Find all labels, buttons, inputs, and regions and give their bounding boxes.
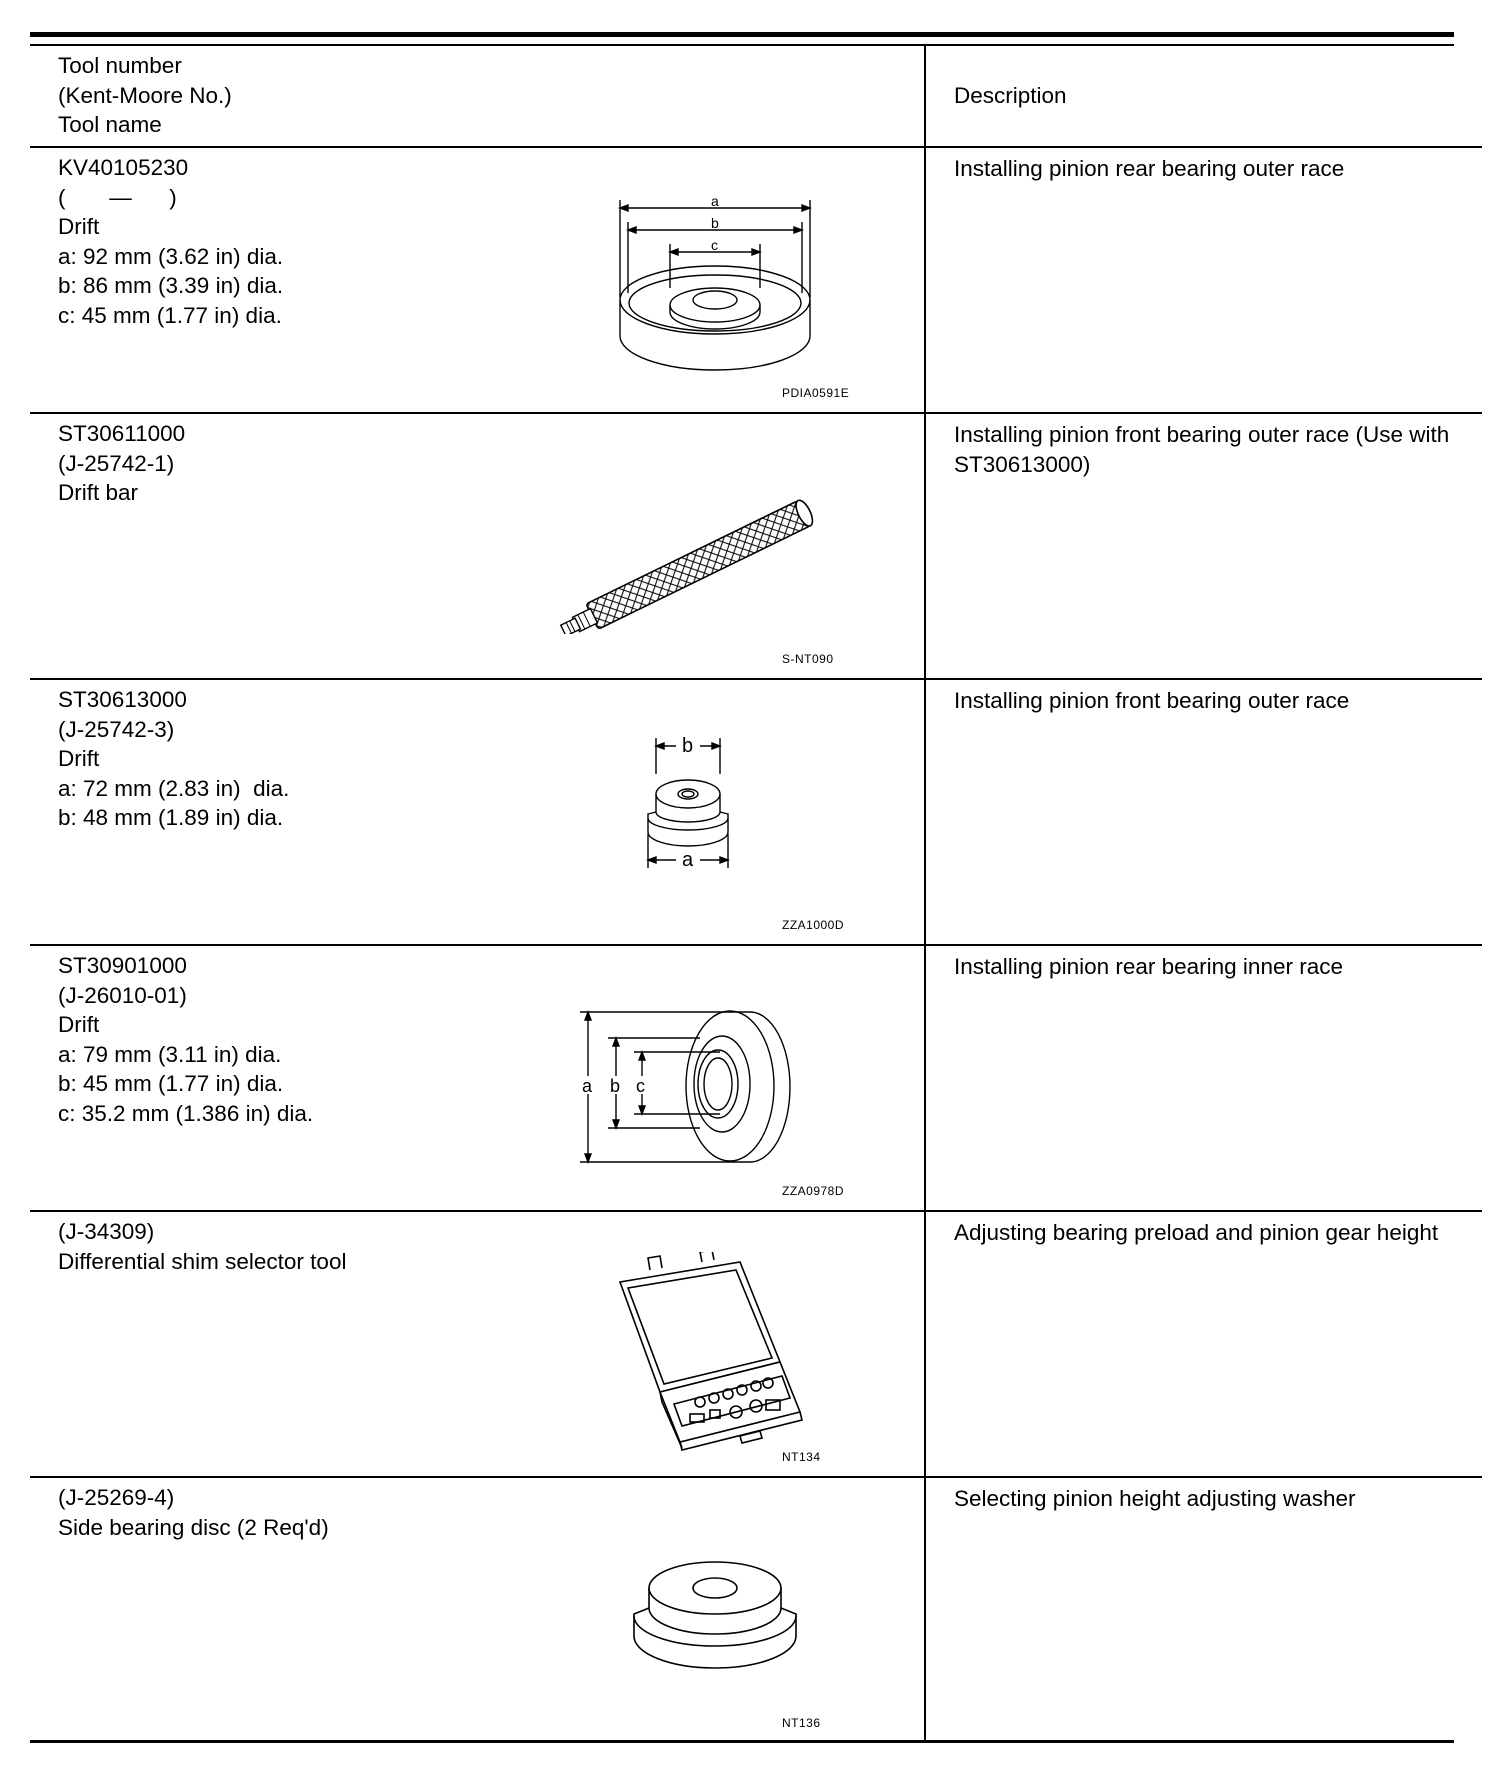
dimension-a: a: 72 mm (2.83 in) dia. xyxy=(58,775,290,801)
description: Installing pinion rear bearing inner race xyxy=(954,954,1343,979)
description: Installing pinion rear bearing outer race xyxy=(954,156,1345,181)
dimension-b: b: 48 mm (1.89 in) dia. xyxy=(58,805,284,830)
table-row xyxy=(30,1477,1482,1742)
kent-moore-number: ( — ) xyxy=(58,184,177,210)
label-b: b xyxy=(682,735,694,757)
tool-cell xyxy=(30,1477,925,1742)
kent-moore-number: (J-26010-01) xyxy=(58,982,187,1008)
table-row xyxy=(30,147,1482,413)
figure-code: S-NT090 xyxy=(782,652,834,666)
figure-code: PDIA0591E xyxy=(782,386,850,400)
tool-number: ST30613000 xyxy=(58,687,187,712)
description: Installing pinion front bearing outer race (Use with ST30613000) xyxy=(954,422,1450,477)
description-cell xyxy=(925,1477,1482,1742)
tool-name: Side bearing disc (2 Req'd) xyxy=(58,1514,329,1540)
label-c: c xyxy=(636,1076,645,1096)
figure-code: NT134 xyxy=(782,1450,821,1464)
table-header-row xyxy=(30,46,1482,147)
header-kent-moore: (Kent-Moore No.) xyxy=(58,82,232,108)
tool-name: Differential shim selector tool xyxy=(58,1248,347,1274)
dimension-b: b: 86 mm (3.39 in) dia. xyxy=(58,273,284,298)
tool-cell xyxy=(30,945,925,1211)
description: Adjusting bearing preload and pinion gear height xyxy=(954,1220,1439,1245)
description-cell xyxy=(925,1211,1482,1477)
tool-name: Drift bar xyxy=(58,480,139,505)
bottom-rule xyxy=(30,1740,1454,1743)
kent-moore-number: (J-25269-4) xyxy=(58,1485,175,1510)
tool-number: ST30611000 xyxy=(58,421,186,446)
tool-cell xyxy=(30,147,925,413)
dimension-c: c: 35.2 mm (1.386 in) dia. xyxy=(58,1100,314,1126)
drift-pdia0591e-illustration xyxy=(610,188,830,378)
tool-cell xyxy=(30,1211,925,1477)
header-tool-name: Tool name xyxy=(58,112,162,137)
table-row xyxy=(30,945,1482,1211)
figure-code: ZZA0978D xyxy=(782,1184,845,1198)
label-b: b xyxy=(610,1076,621,1096)
header-tool-number: Tool number xyxy=(58,53,182,78)
drift-zza1000d-illustration xyxy=(638,728,758,898)
table-row xyxy=(30,679,1482,945)
dimension-c: c: 45 mm (1.77 in) dia. xyxy=(58,302,282,328)
description: Installing pinion front bearing outer race xyxy=(954,688,1350,713)
dimension-a: a: 79 mm (3.11 in) dia. xyxy=(58,1041,282,1067)
top-rule-thick xyxy=(30,32,1454,37)
label-a: a xyxy=(582,1076,593,1096)
table-row xyxy=(30,1211,1482,1477)
side-bearing-disc-illustration xyxy=(620,1558,810,1678)
label-b: b xyxy=(711,215,719,231)
label-a: a xyxy=(682,849,694,871)
tool-number: ST30901000 xyxy=(58,953,187,978)
description: Selecting pinion height adjusting washer xyxy=(954,1486,1356,1511)
description-cell xyxy=(925,945,1482,1211)
shim-selector-tool-case-illustration xyxy=(590,1252,830,1452)
table-row xyxy=(30,413,1482,679)
tool-number: KV40105230 xyxy=(58,155,189,180)
header-description-cell xyxy=(925,46,1482,147)
tool-cell xyxy=(30,413,925,679)
kent-moore-number: (J-34309) xyxy=(58,1219,155,1244)
header-description: Description xyxy=(954,83,1067,109)
figure-code: NT136 xyxy=(782,1716,821,1730)
tool-name: Drift xyxy=(58,1012,100,1037)
description-cell xyxy=(925,147,1482,413)
dimension-a: a: 92 mm (3.62 in) dia. xyxy=(58,243,284,269)
tool-name: Drift xyxy=(58,214,100,239)
header-tool-cell xyxy=(30,46,925,147)
label-c: c xyxy=(711,237,718,253)
label-a: a xyxy=(711,193,719,209)
special-service-tools-table xyxy=(30,46,1482,1742)
figure-code: ZZA1000D xyxy=(782,918,845,932)
tool-cell xyxy=(30,679,925,945)
drift-zza0978d-illustration xyxy=(550,1006,830,1176)
drift-bar-illustration xyxy=(550,494,850,634)
dimension-b: b: 45 mm (1.77 in) dia. xyxy=(58,1071,284,1096)
kent-moore-number: (J-25742-3) xyxy=(58,716,175,742)
tool-name: Drift xyxy=(58,746,100,771)
description-cell xyxy=(925,679,1482,945)
kent-moore-number: (J-25742-1) xyxy=(58,450,175,476)
description-cell xyxy=(925,413,1482,679)
